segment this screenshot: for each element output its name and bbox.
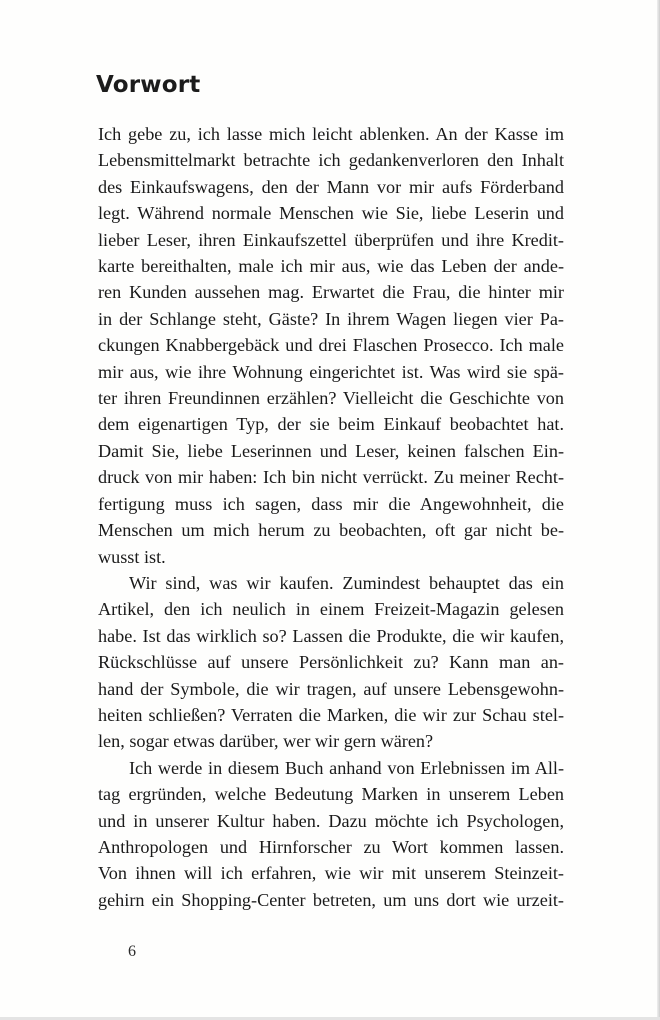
text-line: fertigung muss ich sagen, dass mir die Angewohnheit, die [98, 493, 564, 514]
paragraph [98, 570, 564, 755]
text-line: des Einkaufswagens, den der Mann vor mir aufs Förderband [98, 176, 564, 197]
text-line: und in unserer Kultur haben. Dazu möchte ich Psychologen, [98, 810, 564, 831]
text-line: len, sogar etwas darüber, wer wir gern wären? [98, 731, 434, 752]
text-line: karte bereithalten, male ich mir aus, wie das Leben der ande- [98, 256, 564, 277]
text-line: mir aus, wie ihre Wohnung eingerichtet ist. Was wird sie spä- [98, 361, 564, 382]
text-line: Rückschlüsse auf unsere Persönlichkeit zu? Kann man an- [98, 652, 564, 673]
text-line: Von ihnen will ich erfahren, wie wir mit unserem Steinzeit- [98, 863, 564, 884]
paragraph [98, 121, 564, 570]
body-text [98, 121, 564, 913]
text-line: lieber Leser, ihren Einkaufszettel überprüfen und ihre Kredit- [98, 229, 564, 250]
text-line: ckungen Knabbergebäck und drei Flaschen Prosecco. Ich male [98, 335, 564, 356]
text-line: Menschen um mich herum zu beobachten, oft gar nicht be- [98, 520, 564, 541]
text-line: ter ihren Freundinnen erzählen? Vielleicht die Geschichte von [98, 388, 564, 409]
text-line: Ich werde in diesem Buch anhand von Erlebnissen im All- [129, 757, 564, 778]
paragraph [98, 755, 564, 913]
text-line: druck von mir haben: Ich bin nicht verrückt. Zu meiner Recht- [98, 467, 564, 488]
text-line: habe. Ist das wirklich so? Lassen die Produkte, die wir kaufen, [98, 625, 564, 646]
text-line: in der Schlange steht, Gäste? In ihrem Wagen liegen vier Pa- [98, 308, 564, 329]
text-line: dem eigenartigen Typ, der sie beim Einkauf beobachtet hat. [98, 414, 564, 435]
text-line: tag ergründen, welche Bedeutung Marken in unserem Leben [98, 784, 564, 805]
text-line: heiten schließen? Verraten die Marken, die wir zur Schau stel- [98, 704, 564, 725]
text-line: Anthropologen und Hirnforscher zu Wort kommen lassen. [98, 836, 564, 857]
text-line: hand der Symbole, die wir tragen, auf unsere Lebensgewohn- [98, 678, 564, 699]
text-line: legt. Während normale Menschen wie Sie, liebe Leserin und [98, 203, 564, 224]
text-line: ren Kunden aussehen mag. Erwartet die Frau, die hinter mir [98, 282, 564, 303]
text-line: wusst ist. [98, 546, 166, 567]
page-number: 6 [128, 943, 136, 960]
text-line: Damit Sie, liebe Leserinnen und Leser, keinen falschen Ein- [98, 440, 564, 461]
text-line: Ich gebe zu, ich lasse mich leicht ablenken. An der Kasse im [98, 124, 564, 144]
text-line: gehirn ein Shopping-Center betreten, um uns dort wie urzeit- [98, 889, 564, 910]
text-line: Lebensmittelmarkt betrachte ich gedankenverloren den Inhalt [98, 150, 564, 171]
text-line: Wir sind, was wir kaufen. Zumindest behauptet das ein [129, 572, 564, 593]
text-line: Artikel, den ich neulich in einem Freizeit-Magazin gelesen [98, 599, 564, 620]
chapter-heading: Vorwort [96, 72, 201, 98]
